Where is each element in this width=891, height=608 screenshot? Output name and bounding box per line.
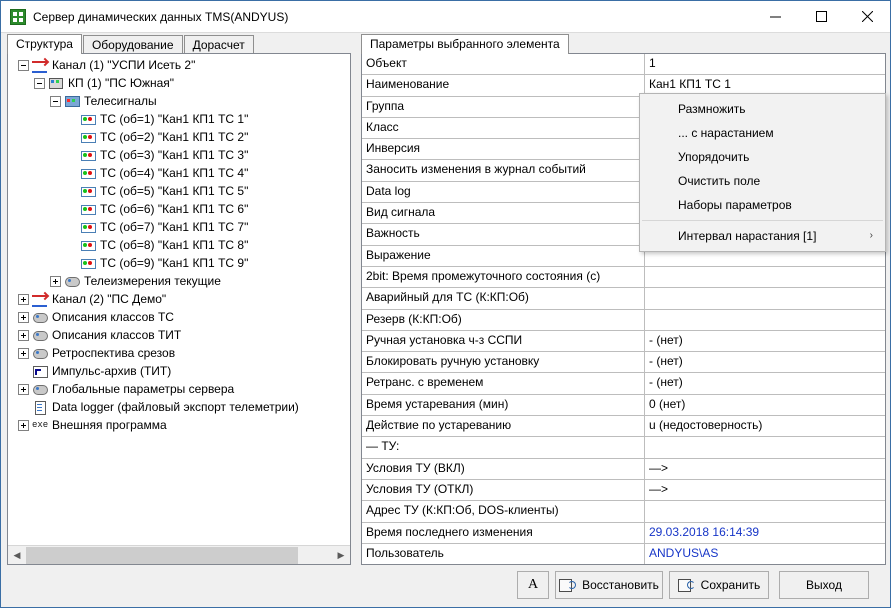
maximize-icon[interactable]: [798, 1, 844, 32]
doc-icon: [32, 400, 48, 414]
parameter-name: Наименование: [362, 75, 645, 96]
tree-item-label: ТС (об=9) "Кан1 КП1 ТС 9": [100, 256, 249, 270]
context-menu-item-label: Размножить: [678, 102, 746, 116]
ts-icon: [80, 220, 96, 234]
tree-item-label: ТС (об=3) "Кан1 КП1 ТС 3": [100, 148, 249, 162]
parameter-name: Резерв (К:КП:Об): [362, 310, 645, 331]
expand-icon[interactable]: [18, 420, 29, 431]
tree-item-label: ТС (об=6) "Кан1 КП1 ТС 6": [100, 202, 249, 216]
window-title: Сервер динамических данных TMS(ANDYUS): [33, 9, 289, 24]
tree-item[interactable]: [10, 344, 350, 362]
parameter-name: 2bit: Время промежуточного состояния (с): [362, 267, 645, 288]
collapse-icon[interactable]: [50, 96, 61, 107]
parameter-value[interactable]: [645, 501, 885, 522]
cloud-icon: [32, 346, 48, 360]
tab-struktura[interactable]: Структура: [7, 34, 82, 54]
tree-item[interactable]: [10, 128, 350, 146]
cloud-icon: [32, 328, 48, 342]
tree-item-label: Ретроспектива срезов: [52, 346, 176, 360]
parameter-row[interactable]: [362, 310, 885, 331]
right-tab-strip: [361, 34, 570, 54]
tree-item-label: Внешняя программа: [52, 418, 167, 432]
scroll-track[interactable]: [26, 547, 332, 564]
parameter-name: Инверсия: [362, 139, 645, 160]
parameter-value[interactable]: [645, 288, 885, 309]
tree-item[interactable]: [10, 92, 350, 110]
scroll-thumb[interactable]: [26, 547, 298, 564]
parameter-row[interactable]: [362, 416, 885, 437]
window-controls: [752, 1, 890, 32]
font-button[interactable]: [517, 571, 549, 599]
parameter-row[interactable]: [362, 395, 885, 416]
channel-icon: [32, 292, 48, 306]
parameter-row[interactable]: [362, 373, 885, 394]
parameter-row[interactable]: [362, 267, 885, 288]
parameter-name: Адрес ТУ (К:КП:Об, DOS-клиенты): [362, 501, 645, 522]
parameter-row[interactable]: [362, 523, 885, 544]
tree-item[interactable]: [10, 56, 350, 74]
tree-item[interactable]: [10, 182, 350, 200]
restore-button-label: Восстановить: [582, 578, 659, 592]
save-button[interactable]: [669, 571, 769, 599]
parameter-name: Время последнего изменения: [362, 523, 645, 544]
tree-item-label: Канал (2) "ПС Демо": [52, 292, 167, 306]
ts-icon: [80, 148, 96, 162]
cloud-icon: [64, 274, 80, 288]
parameter-name: Действие по устареванию: [362, 416, 645, 437]
parameter-row[interactable]: [362, 501, 885, 522]
tree-item[interactable]: [10, 362, 350, 380]
tree-item[interactable]: [10, 236, 350, 254]
restore-button[interactable]: [555, 571, 663, 599]
parameter-value[interactable]: Кан1 КП1 ТС 1: [645, 75, 885, 96]
context-menu-item-label: Наборы параметров: [678, 198, 792, 212]
tree-item[interactable]: [10, 290, 350, 308]
tree-horizontal-scrollbar[interactable]: [8, 545, 350, 564]
expand-icon[interactable]: [50, 276, 61, 287]
parameter-name: Группа: [362, 97, 645, 118]
parameter-row[interactable]: [362, 288, 885, 309]
parameter-name: Вид сигнала: [362, 203, 645, 224]
parameter-name: Заносить изменения в журнал событий: [362, 160, 645, 181]
tree-item-label: КП (1) "ПС Южная": [68, 76, 175, 90]
save-icon: [678, 578, 695, 592]
context-menu-item[interactable]: [640, 145, 885, 169]
parameter-value[interactable]: u (недостоверность): [645, 416, 885, 437]
context-menu-item-label: ... с нарастанием: [678, 126, 774, 140]
structure-tree[interactable]: [8, 56, 350, 545]
tree-item[interactable]: [10, 254, 350, 272]
tree-item[interactable]: [10, 416, 350, 434]
tree-item[interactable]: [10, 110, 350, 128]
parameter-row[interactable]: [362, 352, 885, 373]
parameter-name: Класс: [362, 118, 645, 139]
kp-icon: [48, 76, 64, 90]
channel-icon: [32, 58, 48, 72]
ts-icon: [80, 130, 96, 144]
parameter-name: Ретранс. с временем: [362, 373, 645, 394]
tree-item-label: ТС (об=1) "Кан1 КП1 ТС 1": [100, 112, 249, 126]
parameter-name: Блокировать ручную установку: [362, 352, 645, 373]
parameter-value[interactable]: - (нет): [645, 373, 885, 394]
parameter-row[interactable]: [362, 544, 885, 565]
tree-item[interactable]: [10, 74, 350, 92]
save-button-label: Сохранить: [700, 578, 761, 592]
tree-item-label: ТС (об=7) "Кан1 КП1 ТС 7": [100, 220, 249, 234]
parameter-row[interactable]: [362, 437, 885, 458]
tree-item[interactable]: [10, 164, 350, 182]
context-menu-item-label: Очистить поле: [678, 174, 761, 188]
tree-item-label: ТС (об=5) "Кан1 КП1 ТС 5": [100, 184, 249, 198]
ts-icon: [80, 166, 96, 180]
tree-item[interactable]: [10, 272, 350, 290]
scroll-left-icon[interactable]: ◀: [8, 547, 26, 564]
parameter-value[interactable]: ANDYUS\AS: [645, 544, 885, 565]
context-menu-item[interactable]: [640, 97, 885, 121]
tab-parameters[interactable]: Параметры выбранного элемента: [361, 34, 569, 54]
parameter-value[interactable]: - (нет): [645, 331, 885, 352]
ts-icon: [80, 112, 96, 126]
parameter-name: Условия ТУ (ОТКЛ): [362, 480, 645, 501]
context-menu-item[interactable]: [640, 193, 885, 217]
tree-item-label: Импульс-архив (ТИТ): [52, 364, 172, 378]
tree-item[interactable]: [10, 308, 350, 326]
tree-item-label: Data logger (файловый экспорт телеметрии): [52, 400, 299, 414]
tree-item-label: ТС (об=2) "Кан1 КП1 ТС 2": [100, 130, 249, 144]
tree-item-label: Телеизмерения текущие: [84, 274, 221, 288]
expand-icon[interactable]: [18, 294, 29, 305]
tree-item[interactable]: [10, 146, 350, 164]
parameter-row[interactable]: [362, 459, 885, 480]
tree-item-label: ТС (об=8) "Кан1 КП1 ТС 8": [100, 238, 249, 252]
pulse-icon: [32, 364, 48, 378]
parameter-name: — ТУ:: [362, 437, 645, 458]
tree-item[interactable]: [10, 326, 350, 344]
font-button-label: A: [527, 577, 539, 592]
restore-icon: [559, 578, 576, 592]
parameter-name: Объект: [362, 54, 645, 75]
scroll-right-icon[interactable]: ▶: [332, 547, 350, 564]
cloud-icon: [32, 310, 48, 324]
parameter-row[interactable]: [362, 480, 885, 501]
close-icon[interactable]: [844, 1, 890, 32]
parameter-value[interactable]: [645, 267, 885, 288]
ts-icon: [80, 202, 96, 216]
tree-item-label: ТС (об=4) "Кан1 КП1 ТС 4": [100, 166, 249, 180]
tree-item-label: Описания классов ТС: [52, 310, 174, 324]
exit-button-label: Выход: [806, 578, 842, 592]
tree-item[interactable]: [10, 398, 350, 416]
expand-icon[interactable]: [18, 330, 29, 341]
context-menu-item-label: Упорядочить: [678, 150, 750, 164]
exit-button[interactable]: [779, 571, 869, 599]
parameter-value[interactable]: [645, 437, 885, 458]
tab-doraschet[interactable]: Дорасчет: [184, 35, 254, 54]
parameter-value[interactable]: —>: [645, 480, 885, 501]
parameter-value[interactable]: 1: [645, 54, 885, 75]
expand-icon[interactable]: [18, 384, 29, 395]
exe-icon: exe: [32, 420, 49, 430]
context-menu-item[interactable]: [640, 224, 885, 248]
parameter-name: Аварийный для ТС (К:КП:Об): [362, 288, 645, 309]
parameter-name: Ручная установка ч-з ССПИ: [362, 331, 645, 352]
parameter-name: Важность: [362, 224, 645, 245]
ts-icon: [80, 238, 96, 252]
tree-item[interactable]: [10, 200, 350, 218]
submenu-arrow-icon: ›: [869, 230, 873, 241]
collapse-icon[interactable]: [34, 78, 45, 89]
expand-icon[interactable]: [18, 348, 29, 359]
context-menu[interactable]: [639, 93, 886, 252]
context-menu-item[interactable]: [640, 169, 885, 193]
parameter-value[interactable]: [645, 310, 885, 331]
tree-item-label: Канал (1) "УСПИ Исеть 2": [52, 58, 196, 72]
context-menu-item-label: Интервал нарастания [1]: [678, 229, 817, 243]
tab-oborudovanie[interactable]: Оборудование: [83, 35, 183, 54]
tree-item-label: Глобальные параметры сервера: [52, 382, 235, 396]
parameter-name: Условия ТУ (ВКЛ): [362, 459, 645, 480]
parameter-value[interactable]: - (нет): [645, 352, 885, 373]
ts-icon: [80, 256, 96, 270]
left-tab-strip: [7, 34, 255, 54]
tree-item-label: Телесигналы: [84, 94, 157, 108]
tree-item[interactable]: [10, 218, 350, 236]
parameter-name: Выражение: [362, 246, 645, 267]
minimize-icon[interactable]: [752, 1, 798, 32]
app-icon: [10, 9, 26, 25]
expand-icon[interactable]: [18, 312, 29, 323]
tree-item-label: Описания классов ТИТ: [52, 328, 182, 342]
parameter-value[interactable]: 29.03.2018 16:14:39: [645, 523, 885, 544]
parameter-name: Пользователь: [362, 544, 645, 565]
parameter-value[interactable]: 0 (нет): [645, 395, 885, 416]
menu-separator: [642, 220, 883, 221]
tree-item[interactable]: [10, 380, 350, 398]
collapse-icon[interactable]: [18, 60, 29, 71]
cloud-icon: [32, 382, 48, 396]
parameter-row[interactable]: [362, 331, 885, 352]
context-menu-item[interactable]: [640, 121, 885, 145]
parameter-name: Время устаревания (мин): [362, 395, 645, 416]
folder-icon: [64, 94, 80, 108]
parameter-name: Data log: [362, 182, 645, 203]
parameter-value[interactable]: —>: [645, 459, 885, 480]
title-bar: [1, 1, 890, 33]
parameter-row[interactable]: [362, 54, 885, 75]
ts-icon: [80, 184, 96, 198]
structure-tree-panel: [7, 53, 351, 565]
